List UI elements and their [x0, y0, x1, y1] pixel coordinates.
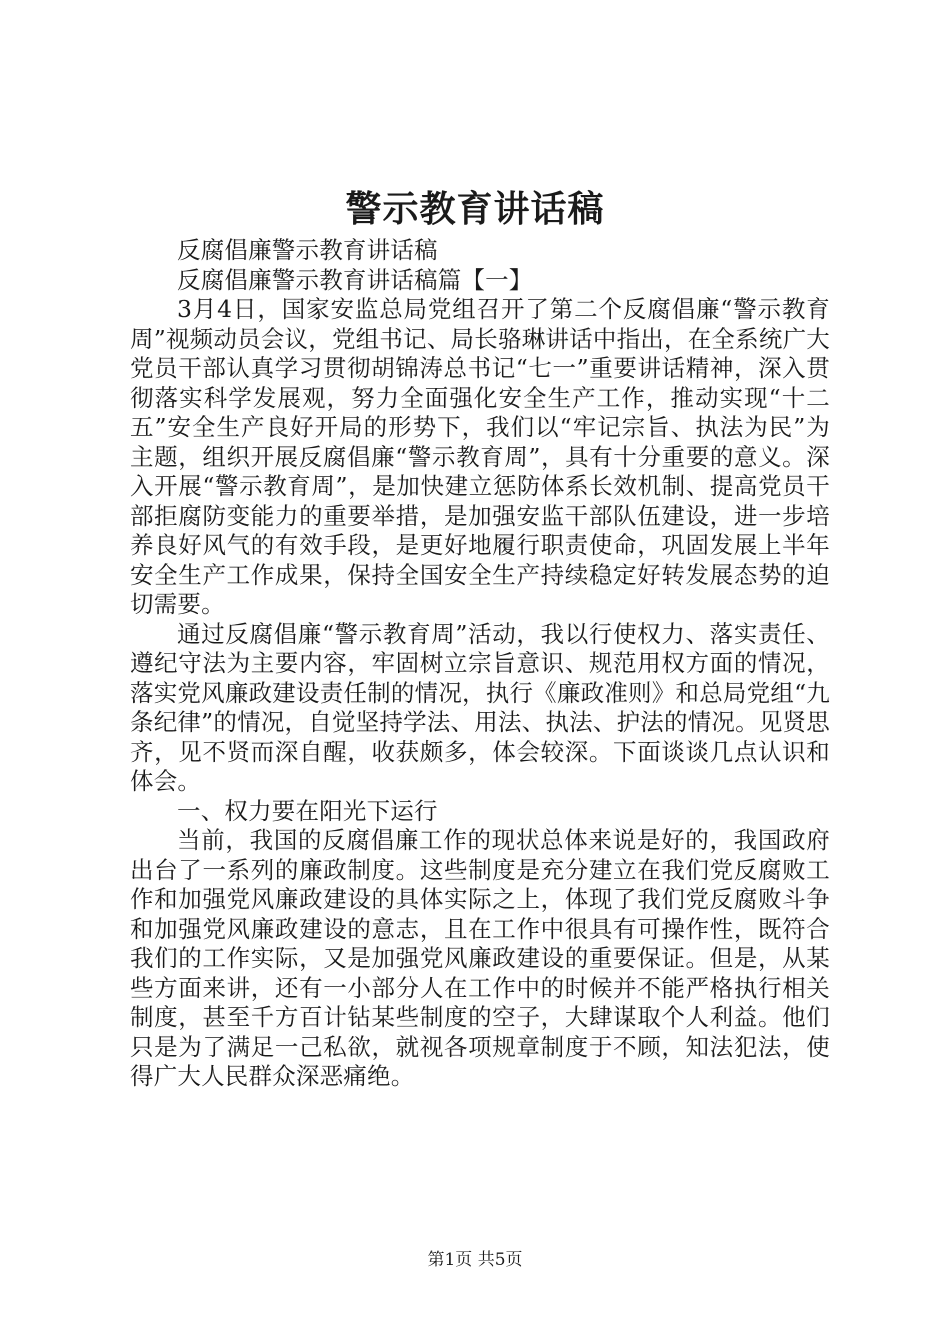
- body-paragraph: 当前，我国的反腐倡廉工作的现状总体来说是好的，我国政府出台了一系列的廉政制度。这些制度是充分建立在我们党反腐败工作和加强党风廉政建设的具体实际之上，体现了我们党反腐败斗争和加强党风廉政建设的意志，且在工作中很具有可操作性，既符合我们的工作实际，又是加强党风廉政建设的重要保证。但是，从某些方面来讲，还有一小部分人在工作中的时候并不能严格执行相关制度，甚至千方百计钻某些制度的空子，大肆谋取个人利益。他们只是为了满足一己私欲，就视各项规章制度于不顾，知法犯法，使得广大人民群众深恶痛绝。: [130, 826, 830, 1090]
- section-heading: 一、权力要在阳光下运行: [177, 796, 438, 825]
- subtitle-line: 反腐倡廉警示教育讲话稿: [177, 236, 438, 264]
- document-body: [130, 236, 830, 1092]
- document-title: 警示教育讲话稿: [345, 188, 605, 230]
- page-number-footer: 第1页 共5页: [427, 1250, 523, 1270]
- section-heading: 反腐倡廉警示教育讲话稿篇【一】: [177, 265, 533, 294]
- body-paragraph: 3月4日，国家安监总局党组召开了第二个反腐倡廉“警示教育周”视频动员会议，党组书记、局长骆琳讲话中指出，在全系统广大党员干部认真学习贯彻胡锦涛总书记“七一”重要讲话精神，深入贯彻落实科学发展观，努力全面强化安全生产工作，推动实现“十二五”安全生产良好开局的形势下，我们以“牢记宗旨、执法为民”为主题，组织开展反腐倡廉“警示教育周”，具有十分重要的意义。深入开展“警示教育周”，是加快建立惩防体系长效机制、提高党员干部拒腐防变能力的重要举措，是加强安监干部队伍建设，进一步培养良好风气的有效手段，是更好地履行职责使命，巩固发展上半年安全生产工作成果，保持全国安全生产持续稳定好转发展态势的迫切需要。: [130, 295, 830, 618]
- body-paragraph: 通过反腐倡廉“警示教育周”活动，我以行使权力、落实责任、遵纪守法为主要内容，牢固树立宗旨意识、规范用权方面的情况，落实党风廉政建设责任制的情况，执行《廉政准则》和总局党组“九条纪律”的情况，自觉坚持学法、用法、执法、护法的情况。见贤思齐，见不贤而深自醒，收获颇多，体会较深。下面谈谈几点认识和体会。: [130, 619, 830, 795]
